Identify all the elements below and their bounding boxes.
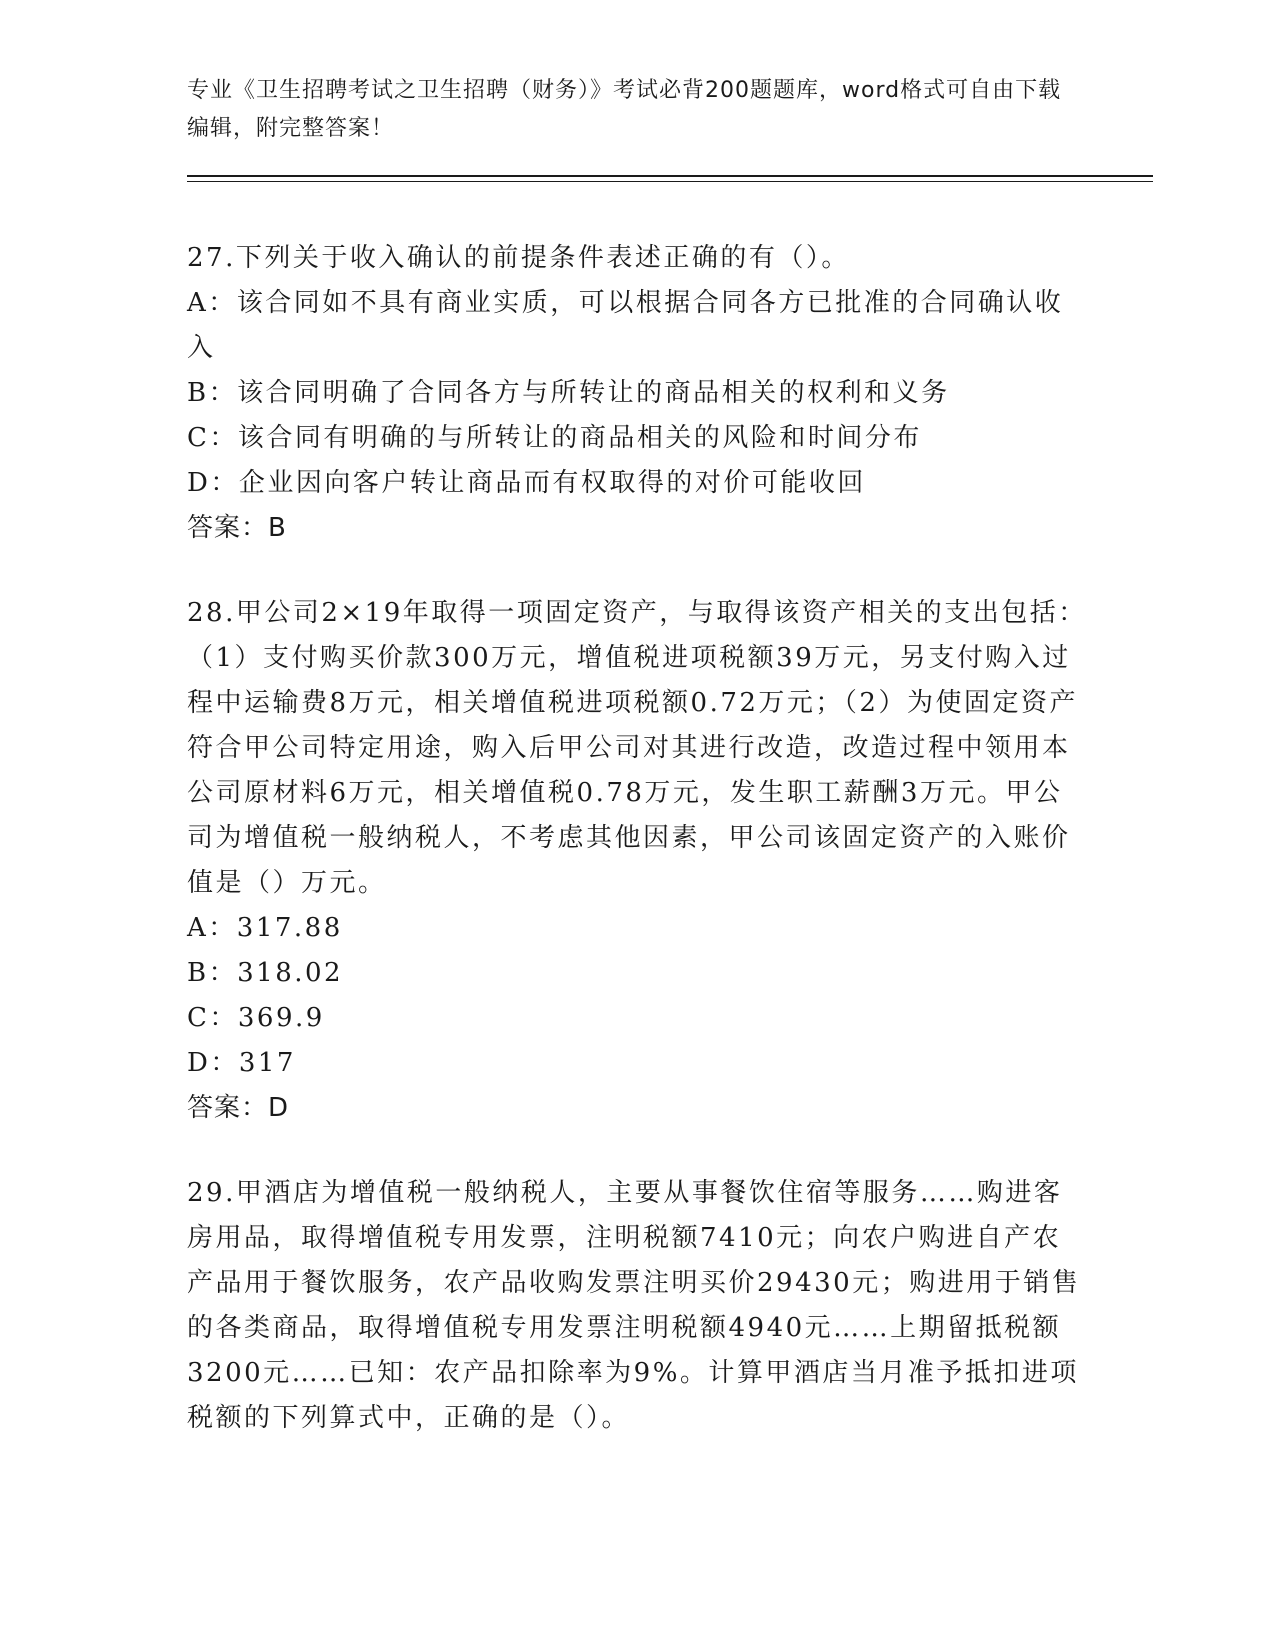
question-list: [187, 236, 1087, 1481]
question-stem: 27.下列关于收入确认的前提条件表述正确的有（）。: [187, 243, 850, 273]
option-a: A：317.88: [187, 913, 343, 943]
option-a: A：该合同如不具有商业实质，可以根据合同各方已批准的合同确认收入: [187, 288, 1064, 363]
header-divider-thin: [187, 181, 1153, 182]
answer-line: 答案：D: [187, 1093, 290, 1123]
option-d: D：317: [187, 1048, 296, 1078]
question-stem: 28.甲公司2×19年取得一项固定资产，与取得该资产相关的支出包括：（1）支付购买价款300万元，增值税进项税额39万元，另支付购入过程中运输费8万元，相关增值税进项税额0.72万元；（2）为使固定资产符合甲公司特定用途，购入后甲公司对其进行改造，改造过程中领用本公司原材料6万元，相关增值税0.78万元，发生职工薪酬3万元。甲公司为增值税一般纳税人，不考虑其他因素，甲公司该固定资产的入账价值是（）万元。: [187, 598, 1087, 898]
option-b: B：该合同明确了合同各方与所转让的商品相关的权利和义务: [187, 378, 950, 408]
question-28: [187, 591, 1087, 1131]
document-header: 专业《卫生招聘考试之卫生招聘（财务）》考试必背200题题库，word格式可自由下载编辑，附完整答案！: [187, 78, 1062, 141]
option-d: D：企业因向客户转让商品而有权取得的对价可能收回: [187, 468, 866, 498]
option-c: C：369.9: [187, 1003, 325, 1033]
header-divider-thick: [187, 175, 1153, 177]
answer-line: 答案：B: [187, 513, 287, 543]
question-stem: 29.甲酒店为增值税一般纳税人，主要从事餐饮住宿等服务……购进客房用品，取得增值税专用发票，注明税额7410元；向农户购进自产农产品用于餐饮服务，农产品收购发票注明买价29430元；购进用于销售的各类商品，取得增值税专用发票注明税额4940元……上期留抵税额3200元……已知：农产品扣除率为9%。计算甲酒店当月准予抵扣进项税额的下列算式中，正确的是（）。: [187, 1178, 1081, 1433]
question-27: [187, 236, 1087, 551]
option-b: B：318.02: [187, 958, 344, 988]
option-c: C：该合同有明确的与所转让的商品相关的风险和时间分布: [187, 423, 922, 453]
question-29: [187, 1171, 1087, 1441]
